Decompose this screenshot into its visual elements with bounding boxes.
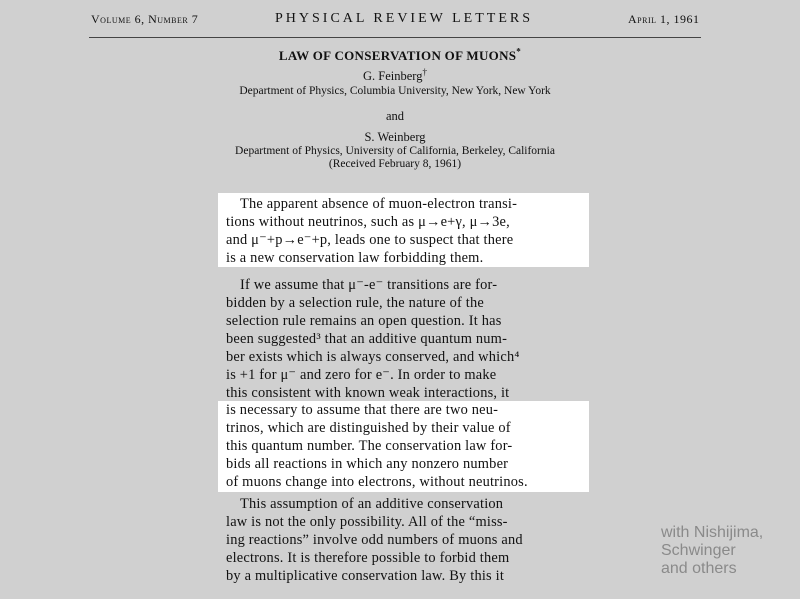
highlight-line: this quantum number. The conservation law for- bbox=[226, 438, 513, 454]
annotation-line: Schwinger bbox=[661, 542, 736, 559]
highlighted-passage bbox=[218, 401, 589, 492]
highlight-line: trinos, which are distinguished by their value of bbox=[226, 420, 511, 436]
abstract-line: tions without neutrinos, such as μ→e+γ, μ→3e, bbox=[226, 214, 510, 230]
highlight-line: of muons change into electrons, without neutrinos. bbox=[226, 474, 528, 490]
side-annotation bbox=[661, 524, 763, 578]
author-2: S. Weinberg bbox=[364, 130, 426, 144]
body-line: selection rule remains an open question. It has bbox=[226, 313, 502, 329]
body-line: law is not the only possibility. All of the “miss- bbox=[226, 514, 508, 530]
body-line: by a multiplicative conservation law. By this it bbox=[226, 568, 505, 584]
body-line: this consistent with known weak interactions, it bbox=[226, 385, 510, 401]
author-1 bbox=[0, 66, 790, 84]
affiliation-2: Department of Physics, University of California, Berkeley, California bbox=[235, 145, 555, 157]
highlight-line: is necessary to assume that there are two neu- bbox=[226, 402, 499, 418]
author-1-name: G. Feinberg bbox=[363, 69, 423, 83]
journal-volume: Volume 6, Number 7 bbox=[91, 12, 199, 26]
header-rule bbox=[89, 37, 701, 38]
journal-title: PHYSICAL REVIEW LETTERS bbox=[275, 11, 533, 26]
article-title bbox=[0, 48, 800, 64]
abstract-line: is a new conservation law forbidding them. bbox=[226, 250, 484, 266]
body-line: If we assume that μ⁻-e⁻ transitions are for- bbox=[240, 277, 498, 293]
highlight-line: bids all reactions in which any nonzero number bbox=[226, 456, 509, 472]
author-1-mark: † bbox=[422, 66, 427, 77]
body-line: This assumption of an additive conservation bbox=[240, 496, 504, 512]
and-separator: and bbox=[385, 109, 405, 123]
body-line: been suggested³ that an additive quantum num- bbox=[226, 331, 508, 347]
annotation-line: with Nishijima, bbox=[661, 524, 764, 541]
body-line: bidden by a selection rule, the nature of the bbox=[226, 295, 484, 311]
abstract-block bbox=[218, 193, 589, 267]
body-line: ber exists which is always conserved, and which⁴ bbox=[226, 349, 520, 365]
body-line: is +1 for μ⁻ and zero for e⁻. In order to make bbox=[226, 367, 497, 383]
body-line: electrons. It is therefore possible to forbid them bbox=[226, 550, 510, 566]
body-line: ing reactions” involve odd numbers of muons and bbox=[226, 532, 523, 548]
annotation-line: and others bbox=[661, 560, 737, 577]
abstract-line: The apparent absence of muon-electron transi- bbox=[240, 196, 518, 212]
body-paragraph-1 bbox=[226, 276, 596, 402]
received-date: (Received February 8, 1961) bbox=[328, 158, 462, 170]
affiliation-1: Department of Physics, Columbia University, New York, New York bbox=[239, 85, 551, 97]
journal-date: April 1, 1961 bbox=[628, 12, 700, 26]
title-footnote-mark: * bbox=[516, 46, 522, 57]
abstract-line: and μ⁻+p→e⁻+p, leads one to suspect that there bbox=[226, 232, 514, 248]
article-title-text: LAW OF CONSERVATION OF MUONS bbox=[278, 48, 517, 63]
body-paragraph-2 bbox=[226, 495, 596, 585]
